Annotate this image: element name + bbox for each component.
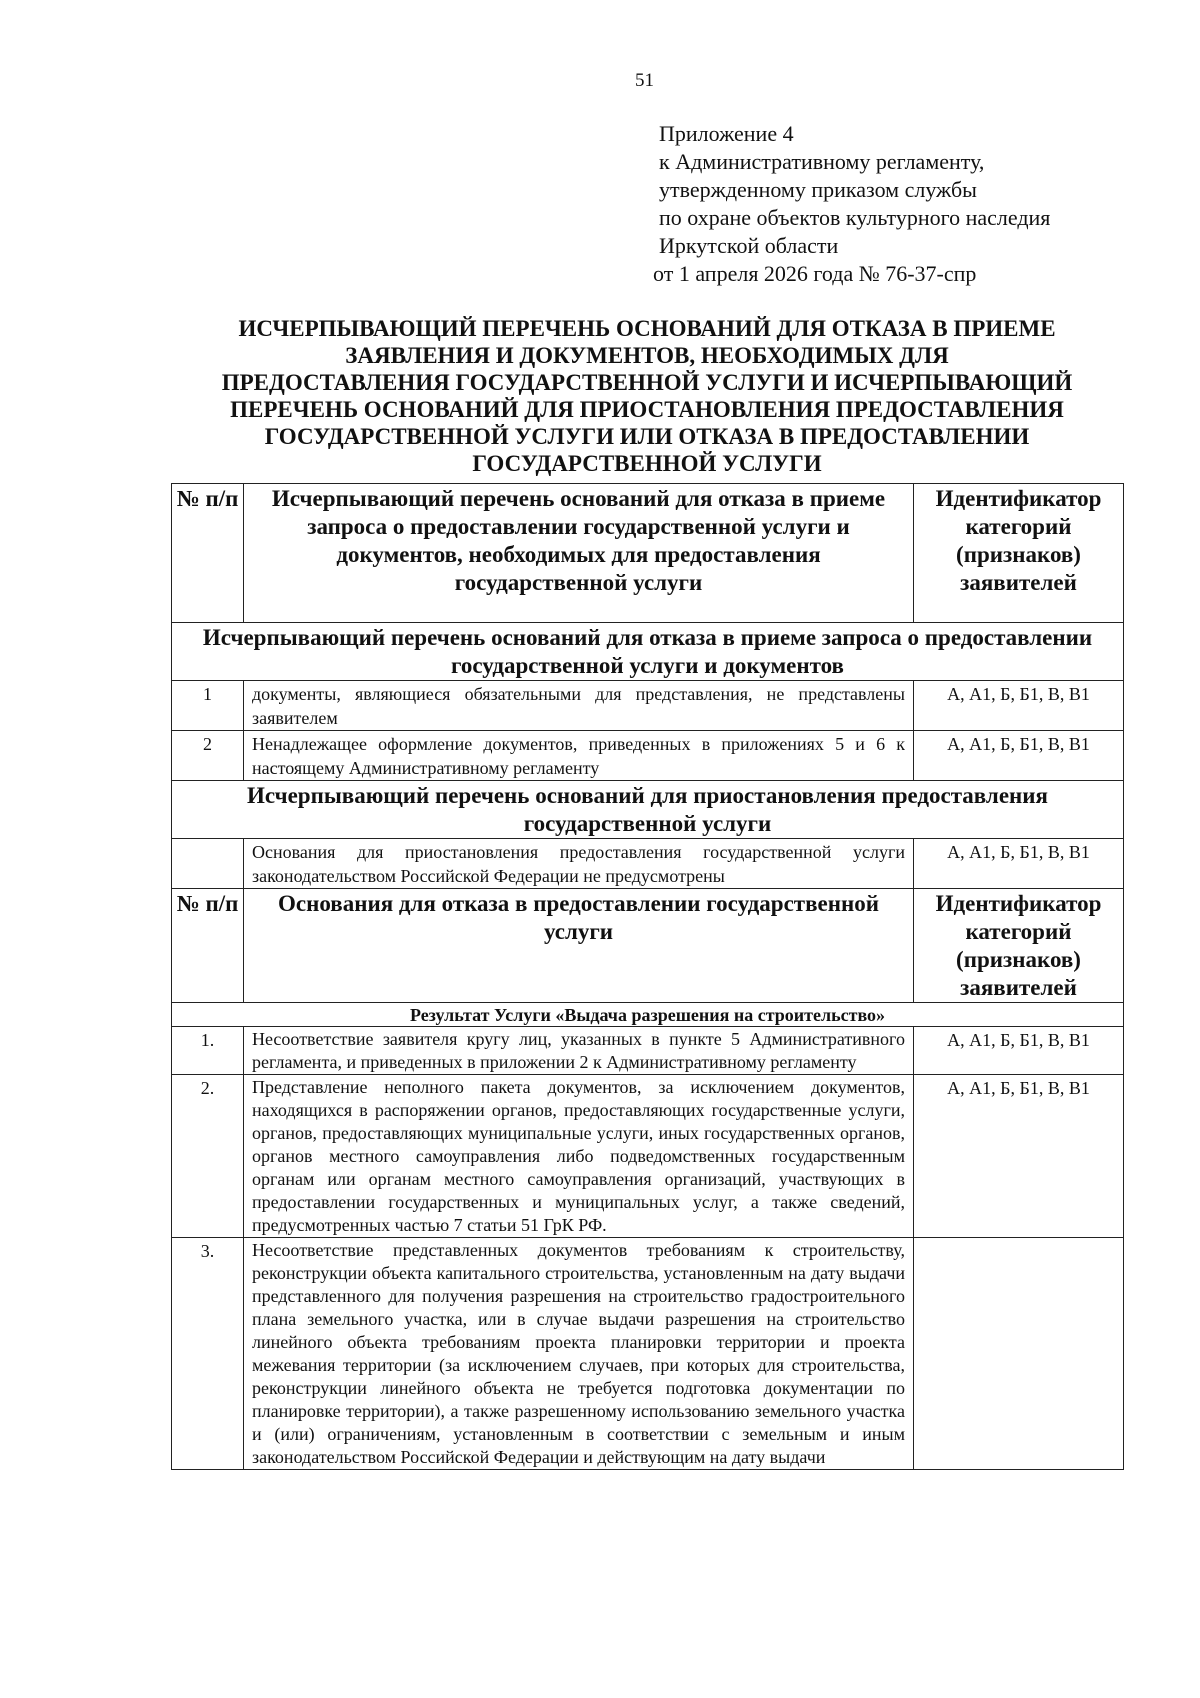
appendix-line: к Административному регламенту, [659, 149, 985, 174]
row-num: 2. [172, 1075, 244, 1238]
row-ident: А, А1, Б, Б1, В, В1 [914, 839, 1124, 889]
table-header-row [172, 484, 1124, 623]
appendix-line: Иркутской области [659, 233, 839, 258]
header-text-cell: Основания для отказа в предоставлении государственной услуги [244, 889, 914, 1003]
document-title [172, 315, 1122, 477]
header-text-cell: Исчерпывающий перечень оснований для отказа в приеме запроса о предоставлении государственной услуги и документов, необходимых для предоставления государственной услуги [244, 484, 914, 623]
row-ident: А, А1, Б, Б1, В, В1 [914, 731, 1124, 781]
row-text: Несоответствие представленных документов требованиям к строительству, реконструкции объекта капитального строительства, установленным на дату выдачи представленного для получения разрешения на строительство градостроительного плана земельного участка, или в случае выдачи разрешения на строительство линейного объекта требованиям проекта планировки территории и проекта межевания территории (за исключением случаев, при которых для строительства, реконструкции линейного объекта не требуется подготовка документации по планировке территории), а также разрешенному использованию земельного участка и (или) ограничениям, установленным в соответствии с земельным и иным законодательством Российской Федерации и действующим на дату выдачи [244, 1238, 914, 1470]
title-line: ПРЕДОСТАВЛЕНИЯ ГОСУДАРСТВЕННОЙ УСЛУГИ И ИСЧЕРПЫВАЮЩИЙ [221, 370, 1073, 395]
header-num-cell: № п/п [172, 889, 244, 1003]
table-row [172, 839, 1124, 889]
row-ident [914, 1238, 1124, 1470]
row-ident: А, А1, Б, Б1, В, В1 [914, 1027, 1124, 1075]
row-text: Ненадлежащее оформление документов, приведенных в приложениях 5 и 6 к настоящему Административному регламенту [244, 731, 914, 781]
appendix-block [653, 120, 1179, 288]
header-ident-cell: Идентификатор категорий (признаков) заявителей [914, 889, 1124, 1003]
row-text: Несоответствие заявителя кругу лиц, указанных в пункте 5 Административного регламента, и приведенных в приложении 2 к Административному регламенту [244, 1027, 914, 1075]
section-row [172, 1003, 1124, 1027]
table-row [172, 1238, 1124, 1470]
row-num: 1. [172, 1027, 244, 1075]
table-row [172, 1075, 1124, 1238]
page-number: 51 [635, 70, 654, 91]
section-title: Результат Услуги «Выдача разрешения на строительство» [172, 1003, 1124, 1027]
section-row [172, 623, 1124, 681]
table-row [172, 681, 1124, 731]
row-ident: А, А1, Б, Б1, В, В1 [914, 1075, 1124, 1238]
row-text: Представление неполного пакета документов, за исключением документов, находящихся в распоряжении органов, предоставляющих государственные услуги, органов, предоставляющих муниципальные услуги, иных государственных органов, органов местного самоуправления либо подведомственных государственным органам или органам местного самоуправления организаций, участвующих в предоставлении государственных и муниципальных услуг, а также сведений, предусмотренных частью 7 статьи 51 ГрК РФ. [244, 1075, 914, 1238]
section-row [172, 781, 1124, 839]
title-line: ГОСУДАРСТВЕННОЙ УСЛУГИ ИЛИ ОТКАЗА В ПРЕДОСТАВЛЕНИИ [264, 424, 1030, 449]
title-line: ИСЧЕРПЫВАЮЩИЙ ПЕРЕЧЕНЬ ОСНОВАНИЙ ДЛЯ ОТКАЗА В ПРИЕМЕ [238, 316, 1056, 341]
title-line: ГОСУДАРСТВЕННОЙ УСЛУГИ [472, 451, 822, 476]
table-row [172, 731, 1124, 781]
row-ident: А, А1, Б, Б1, В, В1 [914, 681, 1124, 731]
table-row [172, 1027, 1124, 1075]
appendix-line: утвержденному приказом службы [659, 177, 977, 202]
header-ident-cell: Идентификатор категорий (признаков) заявителей [914, 484, 1124, 623]
title-line: ПЕРЕЧЕНЬ ОСНОВАНИЙ ДЛЯ ПРИОСТАНОВЛЕНИЯ ПРЕДОСТАВЛЕНИЯ [230, 397, 1064, 422]
appendix-date-line: от 1 апреля 2026 года № 76-37-спр [653, 261, 977, 286]
row-num [172, 839, 244, 889]
table-header-row [172, 889, 1124, 1003]
section-title: Исчерпывающий перечень оснований для приостановления предоставления государственной услуги [172, 781, 1124, 839]
appendix-line: Приложение 4 [659, 121, 794, 146]
row-num: 3. [172, 1238, 244, 1470]
title-line: ЗАЯВЛЕНИЯ И ДОКУМЕНТОВ, НЕОБХОДИМЫХ ДЛЯ [345, 343, 949, 368]
header-num-cell: № п/п [172, 484, 244, 623]
row-text: Основания для приостановления предоставления государственной услуги законодательством Российской Федерации не предусмотрены [244, 839, 914, 889]
row-num: 2 [172, 731, 244, 781]
row-text: документы, являющиеся обязательными для представления, не представлены заявителем [244, 681, 914, 731]
grounds-table [171, 483, 1124, 1470]
appendix-line: по охране объектов культурного наследия [659, 205, 1051, 230]
section-title: Исчерпывающий перечень оснований для отказа в приеме запроса о предоставлении государственной услуги и документов [172, 623, 1124, 681]
row-num: 1 [172, 681, 244, 731]
